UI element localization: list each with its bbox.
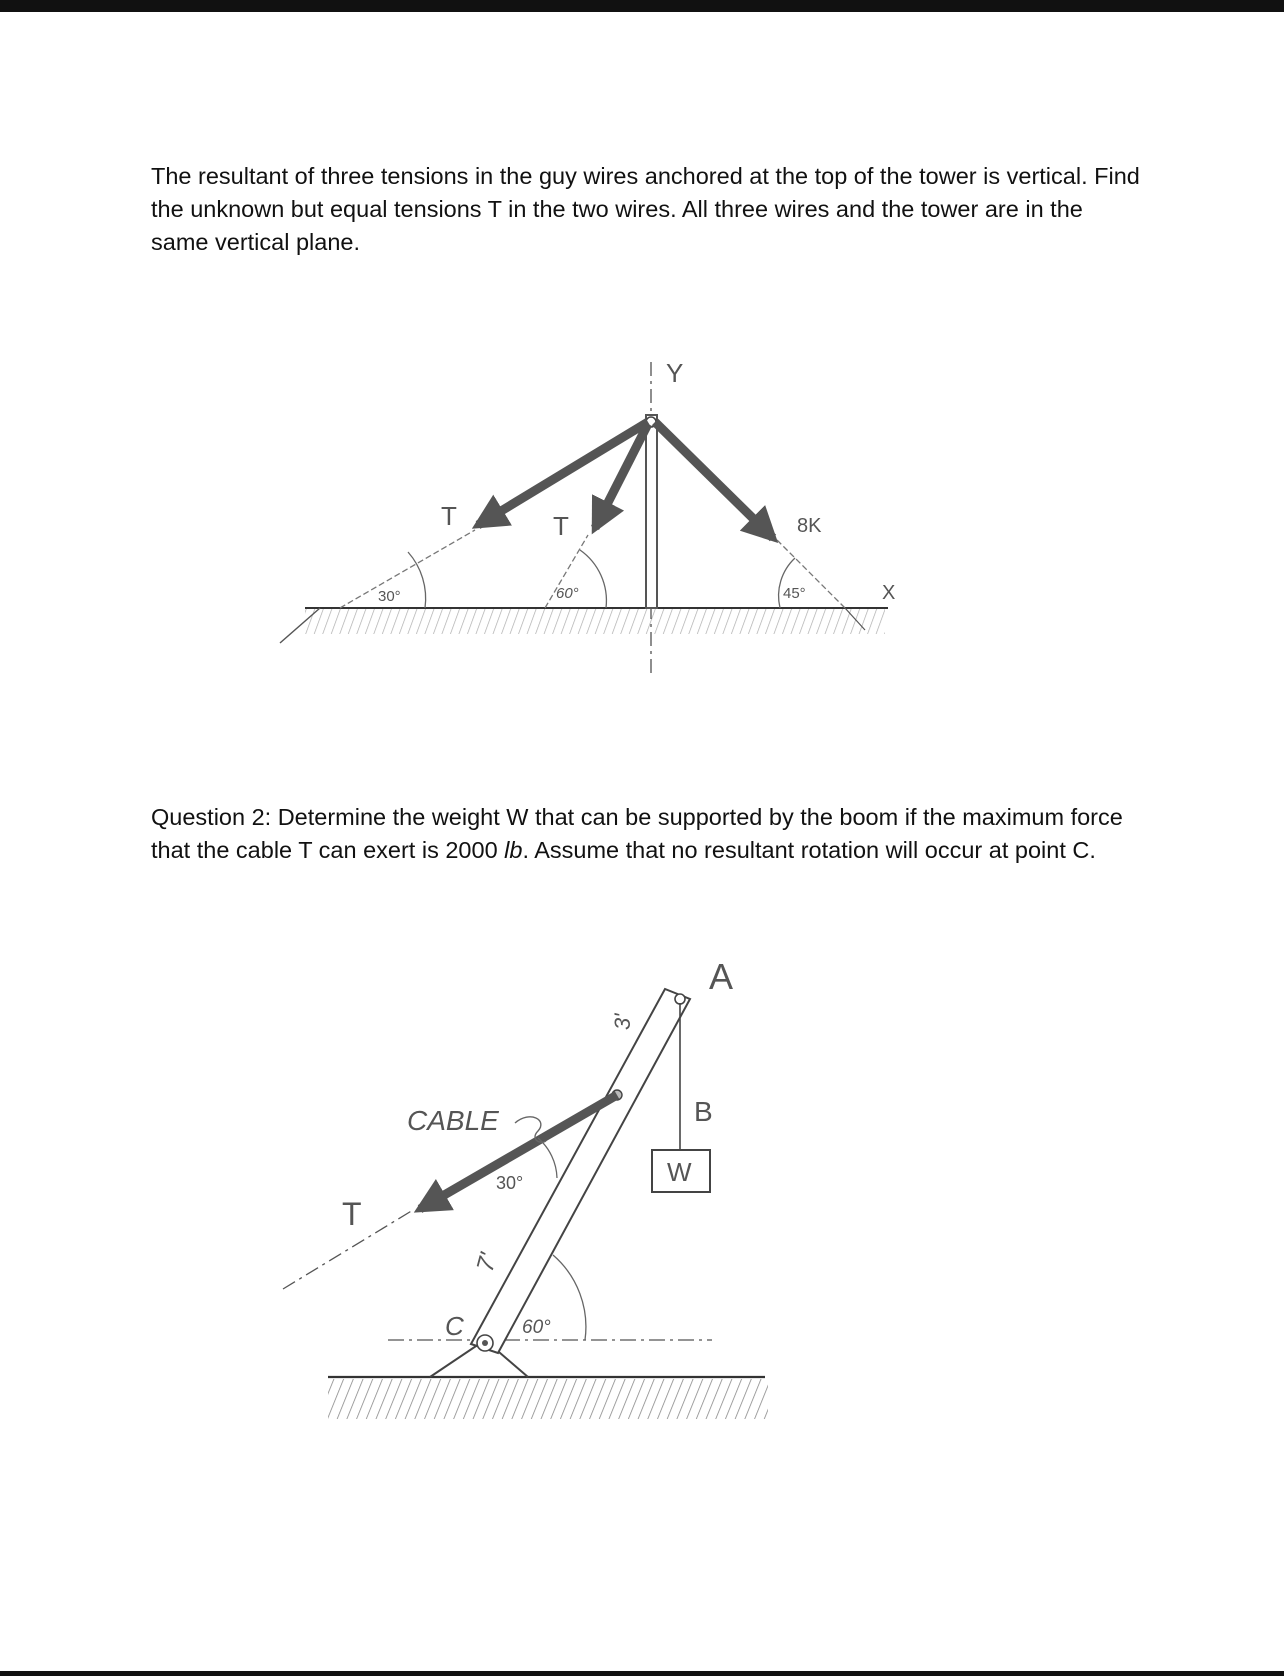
angle-label-cable: 30°	[496, 1173, 524, 1193]
angle-label-left: 30°	[378, 588, 401, 605]
angle-label-middle: 60°	[556, 585, 579, 602]
angle-label-boom: 60°	[522, 1317, 551, 1338]
problem-2-text-before: Question 2: Determine the weight W that can be supported by the boom if the maximum force that the cable T can exert is 2000	[151, 804, 1123, 863]
angle-label-right: 45°	[783, 585, 806, 602]
force-arrow-right	[655, 422, 773, 538]
ground-hatch-2	[328, 1379, 768, 1419]
dimension-upper-label: 3'	[610, 1013, 635, 1030]
tower-figure	[0, 350, 1284, 680]
angle-arc-middle	[580, 550, 606, 608]
pin-a	[675, 994, 685, 1004]
top-bar	[0, 0, 1284, 12]
force-label-right: 8K	[797, 515, 822, 537]
tension-label-middle: T	[553, 511, 569, 541]
dimension-lower-label: 7'	[471, 1250, 503, 1275]
bottom-bar	[0, 1671, 1284, 1676]
y-axis-label: Y	[666, 358, 684, 388]
tension-label: T	[342, 1196, 362, 1232]
weight-label: W	[667, 1157, 692, 1187]
problem-2-text-after: . Assume that no resultant rotation will occur at point C.	[522, 837, 1096, 863]
x-axis-label: X	[882, 582, 896, 604]
unit-lb: lb	[504, 837, 523, 863]
tension-label-left: T	[441, 501, 457, 531]
boom-figure	[0, 955, 1284, 1435]
point-c-label: C	[445, 1311, 464, 1341]
tower	[646, 415, 657, 608]
problem-1-text: The resultant of three tensions in the guy wires anchored at the top of the tower is vertical. Find the unknown but equal tensions T in the two wires. All three wires and the tower are in the same vertical plane.	[151, 163, 1140, 255]
point-b-label: B	[694, 1096, 713, 1127]
angle-arc-boom	[553, 1255, 586, 1340]
ground-hatch	[305, 608, 885, 634]
point-a-label: A	[709, 956, 734, 997]
cable-label: CABLE	[407, 1105, 499, 1136]
problem-2-text	[151, 801, 1141, 867]
